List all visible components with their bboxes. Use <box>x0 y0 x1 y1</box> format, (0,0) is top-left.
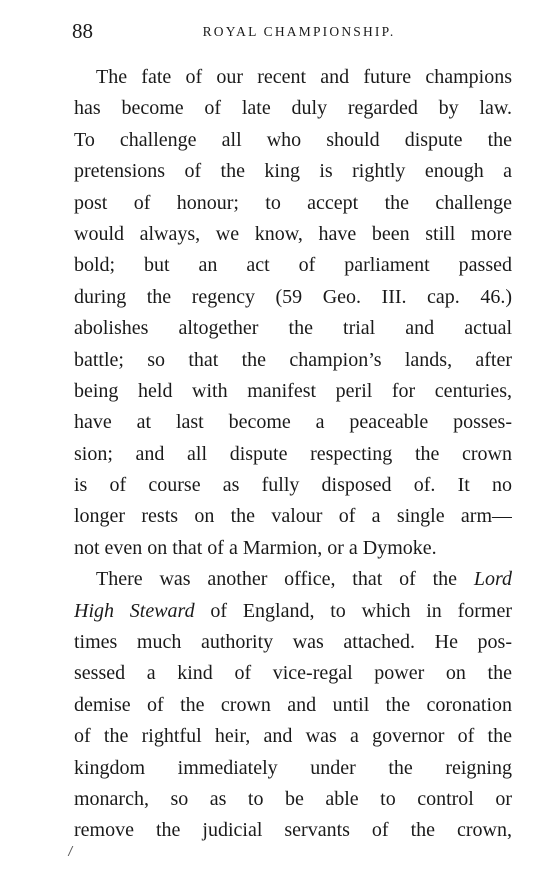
italic-high-steward: High Steward <box>74 599 195 622</box>
text-line: have at last become a peaceable posses- <box>74 411 512 434</box>
text-line <box>74 596 512 627</box>
body-text <box>74 62 512 847</box>
text-line <box>74 564 512 595</box>
text-line: To challenge all who should dispute the <box>74 128 512 151</box>
page-header <box>72 18 512 44</box>
text-line: longer rests on the valour of a single arm— <box>74 505 512 528</box>
text-line: is of course as fully disposed of. It no <box>74 474 512 497</box>
page-number: 88 <box>72 19 93 43</box>
text-line: remove the judicial servants of the crown, <box>74 819 512 842</box>
text-line: bold; but an act of parliament passed <box>74 254 512 277</box>
text-line: times much authority was attached. He pos- <box>74 631 512 654</box>
text-line: not even on that of a Marmion, or a Dymoke. <box>74 536 437 559</box>
text-line: battle; so that the champion’s lands, after <box>74 348 512 371</box>
text-line: post of honour; to accept the challenge <box>74 191 512 214</box>
text-segment: of England, to which in former <box>210 599 512 622</box>
text-line: has become of late duly regarded by law. <box>74 97 512 120</box>
text-line: demise of the crown and until the coronation <box>74 693 512 716</box>
text-line: sion; and all dispute respecting the crown <box>74 442 512 465</box>
text-line: being held with manifest peril for centuries, <box>74 379 512 402</box>
text-line: kingdom immediately under the reigning <box>74 756 512 779</box>
running-title: ROYAL CHAMPIONSHIP. <box>202 24 396 39</box>
text-line: The fate of our recent and future champions <box>96 66 512 88</box>
text-line: abolishes altogether the trial and actual <box>74 317 512 340</box>
text-line: of the rightful heir, and was a governor of the <box>74 725 512 748</box>
text-line: pretensions of the king is rightly enough a <box>74 160 512 183</box>
text-line: monarch, so as to be able to control or <box>74 787 512 810</box>
text-line: would always, we know, have been still more <box>74 222 512 245</box>
text-line: sessed a kind of vice-regal power on the <box>74 662 512 685</box>
text-segment: There was another office, that of the <box>96 568 458 591</box>
text-line: during the regency (59 Geo. III. cap. 46.) <box>74 285 512 308</box>
italic-lord: Lord <box>473 568 512 591</box>
stray-ink-mark <box>68 846 77 856</box>
